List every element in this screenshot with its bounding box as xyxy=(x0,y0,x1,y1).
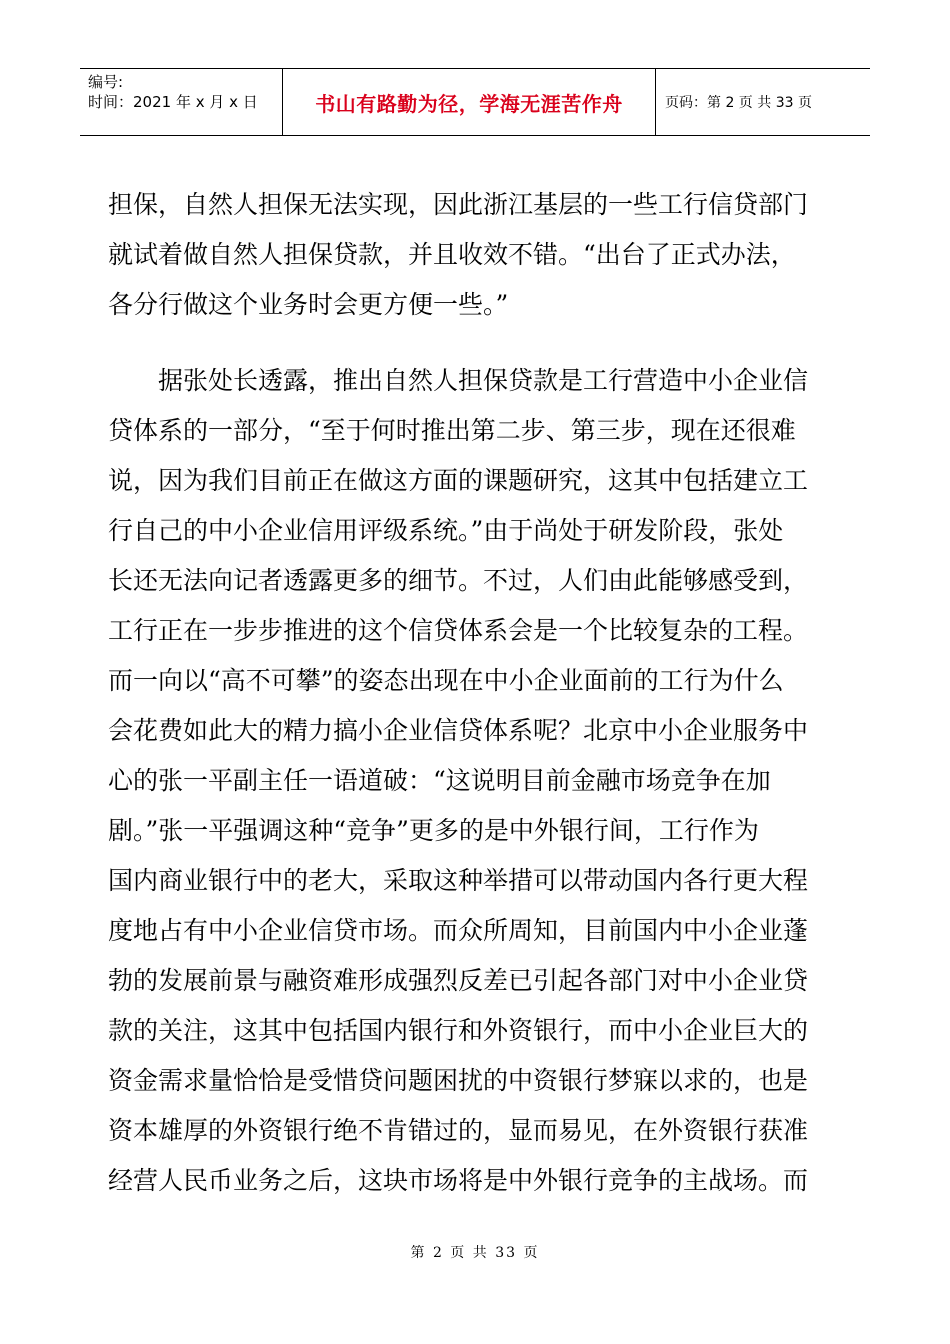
header-page-cell xyxy=(656,69,870,135)
header-left-cell xyxy=(80,69,283,135)
body-line: 经营人民币业务之后，这块市场将是中外银行竞争的主战场。而 xyxy=(108,1166,809,1195)
header-motto: 书山有路勤为径，学海无涯苦作舟 xyxy=(315,91,623,116)
document-number-label: 编号: xyxy=(88,73,124,91)
body-line: 会花费如此大的精力搞小企业信贷体系呢？北京中小企业服务中 xyxy=(108,716,809,745)
body-line: 各分行做这个业务时会更方便一些。” xyxy=(108,290,509,319)
header-motto-cell xyxy=(283,69,656,135)
body-line: 担保，自然人担保无法实现，因此浙江基层的一些工行信贷部门 xyxy=(108,190,809,219)
body-line: 心的张一平副主任一语道破：“这说明目前金融市场竞争在加 xyxy=(108,766,771,795)
header-page-info: 页码：第 2 页 共 33 页 xyxy=(665,95,812,111)
body-line: 资金需求量恰恰是受惜贷问题困扰的中资银行梦寐以求的，也是 xyxy=(108,1066,809,1095)
body-line: 据张处长透露，推出自然人担保贷款是工行营造中小企业信 xyxy=(158,366,809,395)
body-line: 而一向以“高不可攀”的姿态出现在中小企业面前的工行为什么 xyxy=(108,666,784,695)
body-line: 度地占有中小企业信贷市场。而众所周知，目前国内中小企业蓬 xyxy=(108,916,809,945)
body-line: 长还无法向记者透露更多的细节。不过，人们由此能够感受到， xyxy=(108,566,809,595)
page-footer: 第 2 页 共 33 页 xyxy=(410,1245,540,1261)
body-line: 说，因为我们目前正在做这方面的课题研究，这其中包括建立工 xyxy=(108,466,809,495)
body-line: 款的关注，这其中包括国内银行和外资银行，而中小企业巨大的 xyxy=(108,1016,809,1045)
page-header xyxy=(80,68,870,136)
body-line: 勃的发展前景与融资难形成强烈反差已引起各部门对中小企业贷 xyxy=(108,966,809,995)
document-date-label: 时间：2021 年 x 月 x 日 xyxy=(88,93,258,111)
body-line: 就试着做自然人担保贷款，并且收效不错。“出台了正式办法， xyxy=(108,240,796,269)
body-line: 剧。”张一平强调这种“竞争”更多的是中外银行间，工行作为 xyxy=(108,816,759,845)
body-line: 资本雄厚的外资银行绝不肯错过的，显而易见，在外资银行获准 xyxy=(108,1116,809,1145)
body-line: 工行正在一步步推进的这个信贷体系会是一个比较复杂的工程。 xyxy=(108,616,809,645)
body-line: 贷体系的一部分，“至于何时推出第二步、第三步，现在还很难 xyxy=(108,416,796,445)
body-line: 行自己的中小企业信用评级系统。”由于尚处于研发阶段，张处 xyxy=(108,516,784,545)
body-line: 国内商业银行中的老大，采取这种举措可以带动国内各行更大程 xyxy=(108,866,809,895)
